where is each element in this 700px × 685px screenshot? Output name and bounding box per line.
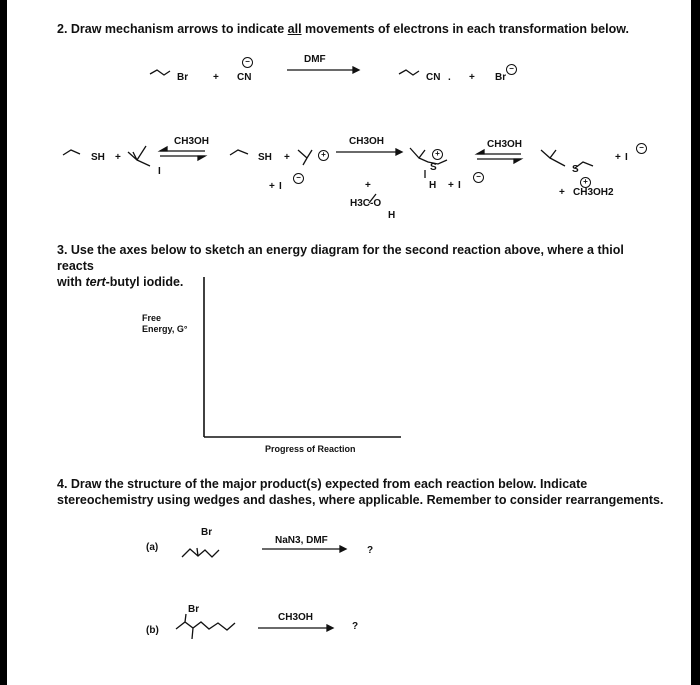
negative-charge-icon: −: [636, 143, 647, 154]
negative-charge-icon: −: [293, 173, 304, 184]
part-b-label: (b): [146, 625, 159, 636]
substrate-a-skeleton: [182, 548, 219, 557]
product-br: Br: [495, 72, 507, 83]
question-2-text: 2. Draw mechanism arrows to indicate all movements of electrons in each transformation below.: [57, 22, 629, 36]
y-axis-label-line1: Free: [142, 313, 162, 323]
solvent-label: CH3OH: [349, 136, 385, 147]
reagent-label-b: CH3OH: [278, 612, 314, 623]
part-a-label: (a): [146, 542, 159, 553]
plus-sign: +: [365, 180, 371, 191]
y-axis-label-line2: Energy, G°: [142, 324, 188, 334]
negative-charge-icon: −: [242, 57, 253, 68]
solvent-label: DMF: [304, 54, 326, 65]
positive-charge-icon: +: [580, 177, 591, 188]
product-methanol-oh2: CH3OH2: [573, 187, 614, 198]
plus-sign: +: [269, 181, 275, 192]
sulfur-s: S: [572, 164, 579, 175]
tert-butyl-iodide: [128, 146, 150, 166]
thiol-skeleton: [63, 150, 80, 155]
tert-butyl-cation: [298, 150, 312, 165]
x-axis-label: Progress of Reaction: [265, 444, 356, 454]
iodide-i: I: [158, 166, 161, 177]
positive-charge-icon: +: [318, 150, 329, 161]
methanol-h: H: [388, 210, 396, 221]
arrowhead-icon: [353, 67, 359, 73]
bromine-label: Br: [201, 527, 213, 538]
product-dot: .: [448, 72, 451, 83]
thiol-sh: SH: [91, 152, 105, 163]
reagent-label-a: NaN3, DMF: [275, 535, 328, 546]
iodide-i: I: [458, 180, 461, 191]
product-cn: CN: [426, 72, 441, 83]
question-3-text: 3. Use the axes below to sketch an energy diagram for the second reaction above, where a thiol reacts with tert-butyl iodide.: [57, 243, 624, 289]
unknown-product-a: ?: [367, 545, 374, 556]
plus-sign: +: [213, 72, 219, 83]
plus-sign: +: [615, 152, 621, 163]
iodide-i: I: [279, 181, 282, 192]
plus-sign: +: [559, 187, 565, 198]
substrate-b-skeleton: [176, 614, 235, 639]
arrowhead-icon: [340, 546, 346, 552]
plus-sign: +: [469, 72, 475, 83]
plus-sign: +: [115, 152, 121, 163]
sulfonium-intermediate: [410, 148, 447, 178]
butanenitrile-skeleton: [399, 70, 419, 75]
sulfide-product: [541, 150, 593, 168]
sulfur-s: S: [430, 162, 437, 173]
plus-sign: +: [448, 180, 454, 191]
arrowhead-icon: [327, 625, 333, 631]
reagent-cn: CN: [237, 72, 252, 83]
sulfur-h: H: [429, 180, 437, 191]
reagent-br: Br: [177, 72, 189, 83]
question-4-text: 4. Draw the structure of the major product(s) expected from each reaction below. Indicate stereochemistry using wedges and dashes, where applicable. Remember to consider rearrangements.: [57, 477, 664, 507]
iodide-i: I: [625, 152, 628, 163]
thiol-sh: SH: [258, 152, 272, 163]
propyl-bromide-skeleton: [150, 70, 170, 75]
negative-charge-icon: −: [473, 172, 484, 183]
solvent-label: CH3OH: [487, 139, 523, 150]
negative-charge-icon: −: [506, 64, 517, 75]
plus-sign: +: [284, 152, 290, 163]
thiol-skeleton: [230, 150, 248, 155]
positive-charge-icon: +: [432, 149, 443, 160]
solvent-label: CH3OH: [174, 136, 210, 147]
bromine-label: Br: [188, 604, 200, 615]
unknown-product-b: ?: [352, 621, 359, 632]
methanol-c-o: H3C-O: [350, 198, 382, 209]
arrowhead-icon: [396, 149, 402, 155]
